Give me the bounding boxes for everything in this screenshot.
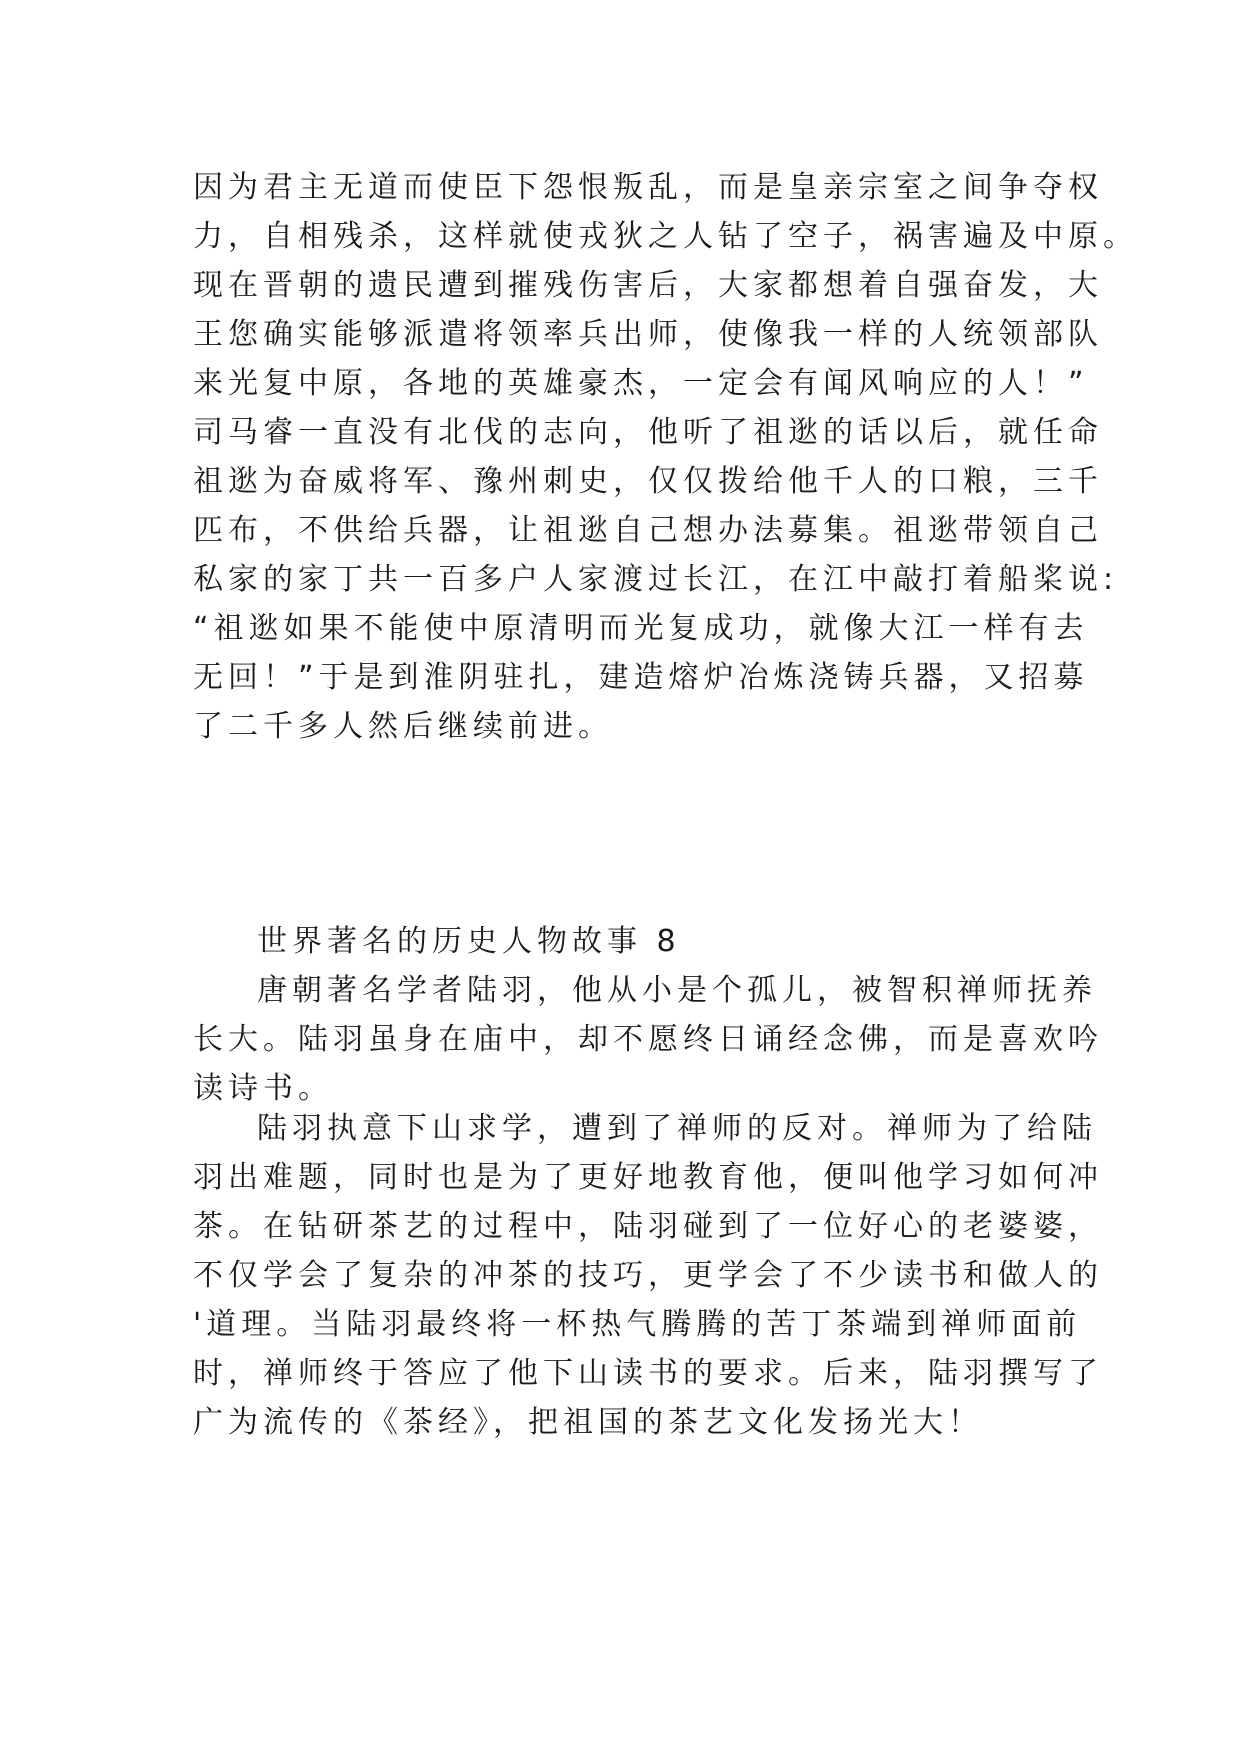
story-8-intro bbox=[193, 917, 1103, 1113]
paragraph-line: 羽出难题，同时也是为了更好地教育他，便叫他学习如何冲 bbox=[193, 1160, 1103, 1195]
section-heading: 世界著名的历史人物故事 8 bbox=[257, 924, 681, 959]
passage-line: “祖逖如果不能使中原清明而光复成功，就像大江一样有去 bbox=[193, 611, 1089, 646]
continued-passage bbox=[193, 163, 1138, 751]
paragraph-line: 广为流传的《茶经》，把祖国的茶艺文化发扬光大！ bbox=[193, 1405, 983, 1440]
paragraph-line: 茶。在钻研茶艺的过程中，陆羽碰到了一位好心的老婆婆， bbox=[193, 1209, 1103, 1244]
paragraph-line: '道理。当陆羽最终将一杯热气腾腾的苦丁茶端到禅师面前 bbox=[193, 1307, 1082, 1342]
passage-line: 因为君主无道而使臣下怨恨叛乱，而是皇亲宗室之间争夺权 bbox=[193, 170, 1103, 205]
passage-line: 司马睿一直没有北伐的志向，他听了祖逖的话以后，就任命 bbox=[193, 415, 1103, 450]
paragraph-line: 不仅学会了复杂的冲茶的技巧，更学会了不少读书和做人的 bbox=[193, 1258, 1103, 1293]
passage-line: 无回！”于是到淮阴驻扎，建造熔炉冶炼浇铸兵器，又招募 bbox=[193, 660, 1089, 695]
paragraph-line: 唐朝著名学者陆羽，他从小是个孤儿，被智积禅师抚养 bbox=[257, 973, 1097, 1008]
passage-line: 祖逖为奋威将军、豫州刺史，仅仅拨给他千人的口粮，三千 bbox=[193, 464, 1103, 499]
passage-line: 来光复中原，各地的英雄豪杰，一定会有闻风响应的人！” bbox=[193, 366, 1089, 401]
paragraph-line: 长大。陆羽虽身在庙中，却不愿终日诵经念佛，而是喜欢吟 bbox=[193, 1022, 1103, 1057]
passage-line: 匹布，不供给兵器，让祖逖自己想办法募集。祖逖带领自己 bbox=[193, 513, 1103, 548]
passage-line: 王您确实能够派遣将领率兵出师，使像我一样的人统领部队 bbox=[193, 317, 1103, 352]
paragraph-line: 读诗书。 bbox=[193, 1071, 333, 1106]
passage-line: 现在晋朝的遗民遭到摧残伤害后，大家都想着自强奋发，大 bbox=[193, 268, 1103, 303]
passage-line: 私家的家丁共一百多户人家渡过长江，在江中敲打着船桨说: bbox=[193, 562, 1119, 597]
paragraph-line: 陆羽执意下山求学，遭到了禅师的反对。禅师为了给陆 bbox=[257, 1111, 1097, 1146]
passage-line: 了二千多人然后继续前进。 bbox=[193, 709, 613, 744]
story-8-body bbox=[193, 1104, 1103, 1447]
paragraph-line: 时，禅师终于答应了他下山读书的要求。后来，陆羽撰写了 bbox=[193, 1356, 1103, 1391]
passage-line: 力，自相残杀，这样就使戎狄之人钻了空子，祸害遍及中原。 bbox=[193, 219, 1138, 254]
